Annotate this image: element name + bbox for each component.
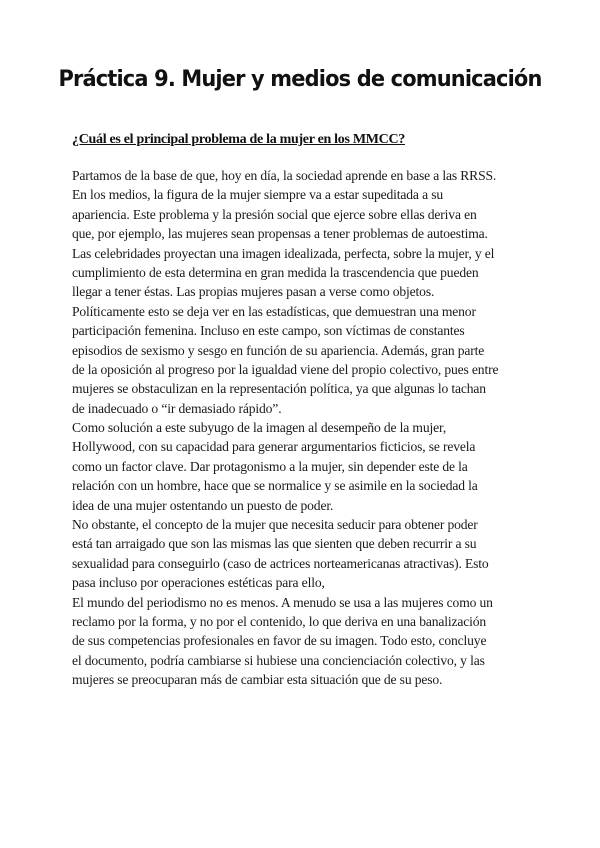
text-line: sexualidad para conseguirlo (caso de actrices norteamericanas atractivas). Esto [72,555,489,571]
text-line: de sus competencias profesionales en favor de su imagen. Todo esto, concluye [72,633,487,649]
text-line: idea de una mujer ostentando un puesto de poder. [72,497,334,513]
text-line: que, por ejemplo, las mujeres sean propensas a tener problemas de autoestima. [72,226,488,242]
text-line: relación con un hombre, hace que se normalice y se asimile en la sociedad la [72,478,478,494]
section-heading: ¿Cuál es el principal problema de la mujer en los MMCC? [72,132,405,147]
text-line: episodios de sexismo y sesgo en función de su apariencia. Además, gran parte [72,342,485,358]
text-line: En los medios, la figura de la mujer siempre va a estar supeditada a su [72,187,443,203]
text-line: Las celebridades proyectan una imagen idealizada, perfecta, sobre la mujer, y el [72,245,495,261]
body-text [72,166,532,690]
text-line: está tan arraigado que son las mismas las que sienten que deben recurrir a su [72,536,477,552]
text-line: reclamo por la forma, y no por el contenido, lo que deriva en una banalización [72,613,487,629]
text-line: de la oposición al progreso por la igualdad viene del propio colectivo, pues entre [72,361,499,377]
text-line: mujeres se preocuparan más de cambiar esta situación que de su peso. [72,672,443,688]
text-line: Políticamente esto se deja ver en las estadísticas, que demuestran una menor [72,303,476,319]
page-title: Práctica 9. Mujer y medios de comunicación [58,66,542,92]
text-line: como un factor clave. Dar protagonismo a la mujer, sin depender este de la [72,458,468,474]
text-line: mujeres se obstaculizan en la representación política, ya que algunas lo tachan [72,381,486,397]
text-line: el documento, podría cambiarse si hubiese una concienciación colectivo, y las [72,652,485,668]
text-line: Como solución a este subyugo de la imagen al desempeño de la mujer, [72,420,447,436]
text-line: de inadecuado o “ir demasiado rápido”. [72,400,282,416]
text-line: El mundo del periodismo no es menos. A menudo se usa a las mujeres como un [72,594,493,610]
text-line: Hollywood, con su capacidad para generar argumentarios ficticios, se revela [72,439,476,455]
text-line: llegar a tener éstas. Las propias mujeres pasan a verse como objetos. [72,284,435,300]
text-line: apariencia. Este problema y la presión social que ejerce sobre ellas deriva en [72,206,477,222]
text-line: pasa incluso por operaciones estéticas para ello, [72,575,325,591]
text-line: cumplimiento de esta determina en gran medida la trascendencia que pueden [72,264,479,280]
text-line: Partamos de la base de que, hoy en día, la sociedad aprende en base a las RRSS. [72,168,497,183]
text-line: No obstante, el concepto de la mujer que necesita seducir para obtener poder [72,517,478,533]
text-line: participación femenina. Incluso en este campo, son víctimas de constantes [72,323,465,339]
